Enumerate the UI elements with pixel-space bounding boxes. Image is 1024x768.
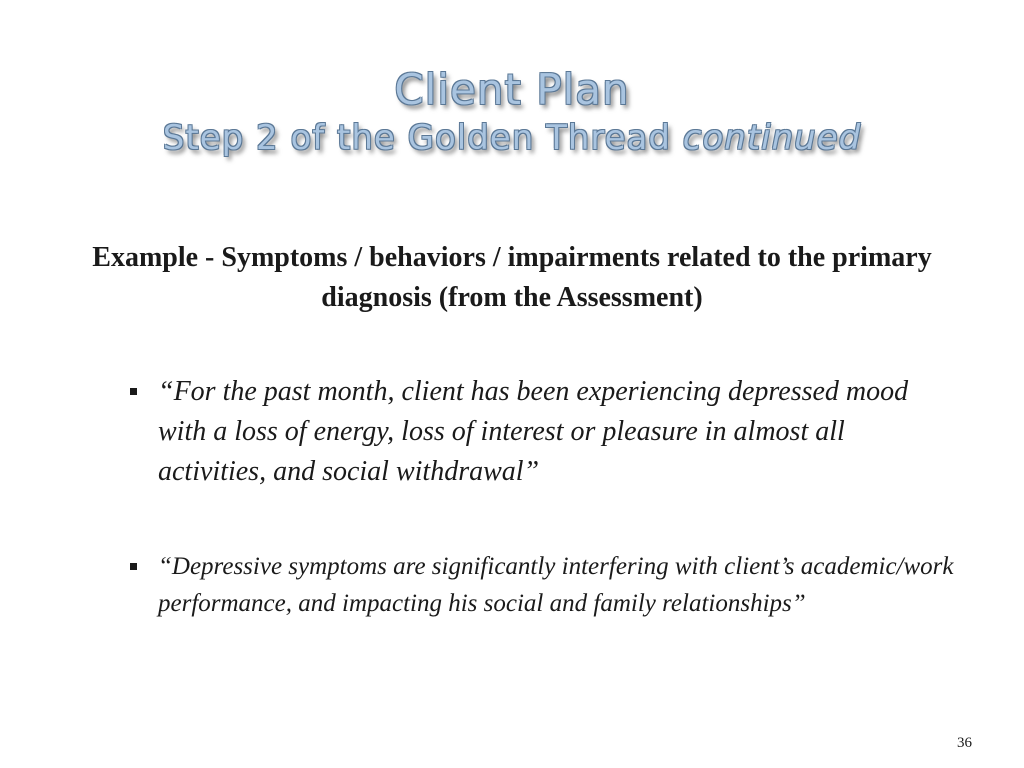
- slide-subtitle: [0, 116, 1024, 160]
- slide-subtitle-main: Step 2 of the Golden Thread: [162, 118, 671, 158]
- bullet-item: [128, 548, 958, 622]
- bullet-text: “For the past month, client has been experiencing depressed mood with a loss of energy, loss of interest or pleasure in almost all activities, and social withdrawal”: [158, 376, 909, 487]
- slide-subtitle-suffix: continued: [682, 118, 862, 158]
- slide-title: Client Plan: [394, 65, 630, 114]
- square-bullet-icon: [130, 388, 137, 395]
- slide-title-block: [0, 62, 1024, 160]
- square-bullet-icon: [130, 563, 137, 570]
- bullet-item: [128, 372, 958, 492]
- page-number: 36: [957, 735, 972, 751]
- bullet-list: [128, 372, 958, 622]
- example-heading: Example - Symptoms / behaviors / impairments related to the primary diagnosis (from the Assessment): [92, 242, 932, 313]
- bullet-text: “Depressive symptoms are significantly interfering with client’s academic/work performance, and impacting his social and family relationships”: [158, 553, 954, 617]
